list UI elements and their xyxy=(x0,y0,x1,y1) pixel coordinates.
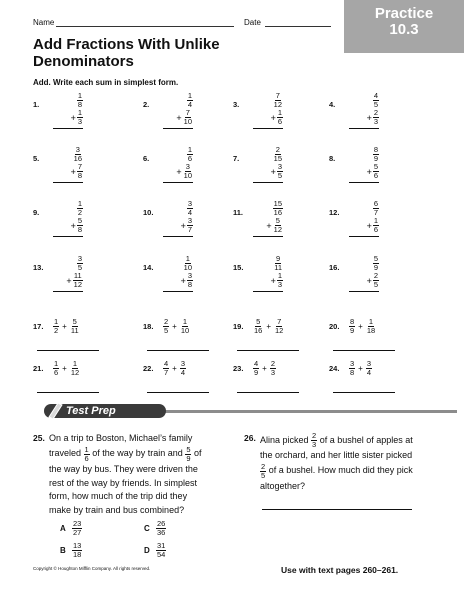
addend-2: $\frac{5}{8}$ xyxy=(77,216,82,234)
q25-line-1: On a trip to Boston, Michael’s family xyxy=(49,433,193,443)
q26-fraction-sister: $\frac{2}{5}$ xyxy=(261,461,266,480)
q26-line-2: the orchard, and her little sister picked xyxy=(260,450,413,460)
addend-2: $\frac{7}{12}$ xyxy=(275,317,284,335)
problem-18 xyxy=(143,318,190,335)
copyright: Copyright © Houghton Mifflin Company. All rights reserved. xyxy=(33,566,151,571)
addend-2: $\frac{5}{11}$ xyxy=(70,317,79,335)
badge-lesson-number: 10.3 xyxy=(389,21,419,38)
plus-sign: + xyxy=(366,275,372,286)
addend-1: $\frac{4}{9}$ xyxy=(254,359,259,377)
addend-2: $\frac{1}{3}$ xyxy=(277,271,282,289)
addend-1: $\frac{3}{16}$ xyxy=(73,145,82,163)
addend-1: $\frac{15}{16}$ xyxy=(273,199,282,217)
plus-sign: + xyxy=(62,364,67,373)
q25-line-6: make by train and bus combined? xyxy=(49,505,185,516)
problem-8 xyxy=(329,146,379,183)
addend-1: $\frac{1}{6}$ xyxy=(54,359,59,377)
answer-line[interactable] xyxy=(349,291,379,292)
problem-number: 16. xyxy=(329,263,340,272)
problem-1 xyxy=(33,92,83,129)
addend-1: $\frac{5}{9}$ xyxy=(373,254,378,272)
problem-2 xyxy=(143,92,193,129)
q26-line-1a: Alina picked xyxy=(260,434,309,445)
vertical-sum xyxy=(53,146,83,183)
addend-1: $\frac{1}{2}$ xyxy=(54,317,59,335)
addend-2: $\frac{5}{6}$ xyxy=(373,162,378,180)
vertical-sum xyxy=(163,255,193,292)
problem-number: 6. xyxy=(143,154,150,163)
answer-line[interactable] xyxy=(237,350,299,351)
choice-letter: C xyxy=(144,524,150,533)
title-line-1: Add Fractions With Unlike xyxy=(33,36,220,53)
title-line-2: Denominators xyxy=(33,53,134,70)
addend-1: $\frac{1}{8}$ xyxy=(77,91,82,109)
vertical-sum xyxy=(53,200,83,237)
plus-sign: + xyxy=(270,275,276,286)
instructions: Add. Write each sum in simplest form. xyxy=(33,78,179,87)
problem-number: 10. xyxy=(143,208,154,217)
answer-line[interactable] xyxy=(237,392,299,393)
problem-5 xyxy=(33,146,83,183)
addend-2: $\frac{1}{3}$ xyxy=(77,108,82,126)
plus-sign: + xyxy=(70,112,76,123)
addend-1: $\frac{4}{7}$ xyxy=(164,359,169,377)
problem-13 xyxy=(33,255,83,292)
choice-letter: D xyxy=(144,546,150,555)
q26-line-3b: of a bushel. How much did they pick xyxy=(268,465,413,476)
vertical-sum xyxy=(349,200,379,237)
answer-line[interactable] xyxy=(37,350,99,351)
vertical-sum xyxy=(53,255,83,292)
addend-2: $\frac{3}{5}$ xyxy=(277,162,282,180)
q25-number: 25. xyxy=(33,433,45,443)
problem-number: 22. xyxy=(143,364,154,373)
answer-line[interactable] xyxy=(349,182,379,183)
addend-1: $\frac{1}{2}$ xyxy=(77,199,82,217)
question-25 xyxy=(33,432,248,518)
plus-sign: + xyxy=(70,166,76,177)
problem-16 xyxy=(329,255,379,292)
answer-line[interactable] xyxy=(253,236,283,237)
addend-1: $\frac{6}{7}$ xyxy=(373,199,378,217)
addend-2: $\frac{1}{12}$ xyxy=(70,359,80,377)
problem-12 xyxy=(329,200,379,237)
addend-2: $\frac{3}{8}$ xyxy=(187,271,192,289)
problem-number: 23. xyxy=(233,364,244,373)
problem-number: 4. xyxy=(329,100,336,109)
plus-sign: + xyxy=(270,166,276,177)
problem-10 xyxy=(143,200,193,237)
problem-number: 5. xyxy=(33,154,40,163)
q26-line-4: altogether? xyxy=(260,480,306,491)
problem-17 xyxy=(33,318,80,335)
q25-line-4: rest of the way by friends. In simplest xyxy=(49,477,198,488)
problem-number: 18. xyxy=(143,322,154,331)
addend-1: $\frac{2}{15}$ xyxy=(273,145,282,163)
answer-line[interactable] xyxy=(53,182,83,183)
addend-2: $\frac{11}{12}$ xyxy=(73,271,82,289)
q26-number: 26. xyxy=(244,433,256,443)
plus-sign: + xyxy=(70,220,76,231)
plus-sign: + xyxy=(262,364,267,373)
answer-line[interactable] xyxy=(163,236,193,237)
problem-number: 15. xyxy=(233,263,244,272)
problem-number: 7. xyxy=(233,154,240,163)
answer-line[interactable] xyxy=(253,182,283,183)
problem-24 xyxy=(329,360,372,377)
answer-line[interactable] xyxy=(349,128,379,129)
q25-line-3: the way by bus. They were driven the xyxy=(49,463,198,474)
plus-sign: + xyxy=(358,322,363,331)
answer-line[interactable] xyxy=(163,182,193,183)
problem-number: 8. xyxy=(329,154,336,163)
q25-line-5: form, how much of the trip did they xyxy=(49,491,188,502)
name-line[interactable] xyxy=(56,17,234,27)
answer-line[interactable] xyxy=(163,128,193,129)
addend-1: $\frac{9}{11}$ xyxy=(274,254,282,272)
addend-2: $\frac{7}{8}$ xyxy=(77,162,82,180)
problem-6 xyxy=(143,146,193,183)
date-line[interactable] xyxy=(265,17,331,27)
problem-19 xyxy=(233,318,284,335)
choice-fraction: $\frac{26}{36}$ xyxy=(157,519,166,537)
plus-sign: + xyxy=(172,322,177,331)
practice-badge xyxy=(344,0,464,53)
test-prep-label: Test Prep xyxy=(66,405,116,417)
addend-1: $\frac{2}{5}$ xyxy=(164,317,169,335)
vertical-sum xyxy=(53,92,83,129)
plus-sign: + xyxy=(266,220,272,231)
problem-4 xyxy=(329,92,379,129)
choice-a[interactable] xyxy=(60,520,82,537)
problem-22 xyxy=(143,360,186,377)
q26-fraction-alina: $\frac{2}{3}$ xyxy=(312,431,317,449)
addend-2: $\frac{3}{7}$ xyxy=(187,216,192,234)
problem-15 xyxy=(233,255,283,292)
q25-line-2b: of the way by train and xyxy=(92,448,183,459)
vertical-sum xyxy=(253,146,283,183)
answer-line[interactable] xyxy=(253,291,283,292)
answer-line[interactable] xyxy=(53,128,83,129)
addend-2: $\frac{2}{5}$ xyxy=(373,271,378,289)
date-label: Date xyxy=(244,18,261,27)
addend-1: $\frac{1}{4}$ xyxy=(187,91,192,109)
addend-1: $\frac{8}{9}$ xyxy=(350,317,355,335)
addend-2: $\frac{1}{6}$ xyxy=(373,216,378,234)
problem-number: 17. xyxy=(33,322,44,331)
plus-sign: + xyxy=(358,364,363,373)
problem-number: 9. xyxy=(33,208,40,217)
addend-2: $\frac{3}{10}$ xyxy=(183,162,192,180)
pencil-icon xyxy=(46,400,64,420)
addend-1: $\frac{3}{8}$ xyxy=(350,359,355,377)
vertical-sum xyxy=(163,200,193,237)
choice-d[interactable] xyxy=(144,542,166,559)
answer-line[interactable] xyxy=(253,128,283,129)
q26-answer-line[interactable] xyxy=(262,509,412,510)
vertical-sum xyxy=(253,200,283,237)
answer-line[interactable] xyxy=(53,291,83,292)
q26-line-1b: of a bushel of apples at xyxy=(319,434,413,445)
text-pages-reference: Use with text pages 260–261. xyxy=(281,565,399,575)
plus-sign: + xyxy=(366,112,372,123)
choice-fraction: $\frac{31}{54}$ xyxy=(157,541,166,559)
vertical-sum xyxy=(349,255,379,292)
vertical-sum xyxy=(253,92,283,129)
plus-sign: + xyxy=(176,112,182,123)
addend-2: $\frac{7}{10}$ xyxy=(183,108,192,126)
plus-sign: + xyxy=(62,322,67,331)
vertical-sum xyxy=(349,146,379,183)
plus-sign: + xyxy=(366,166,372,177)
problem-number: 1. xyxy=(33,100,40,109)
answer-line[interactable] xyxy=(349,236,379,237)
badge-practice: Practice xyxy=(374,5,434,22)
answer-line[interactable] xyxy=(53,236,83,237)
vertical-sum xyxy=(253,255,283,292)
problem-number: 20. xyxy=(329,322,340,331)
answer-line[interactable] xyxy=(37,392,99,393)
plus-sign: + xyxy=(266,322,272,331)
plus-sign: + xyxy=(172,364,177,373)
vertical-sum xyxy=(163,146,193,183)
problem-number: 11. xyxy=(233,208,244,217)
plus-sign: + xyxy=(176,166,182,177)
problem-number: 14. xyxy=(143,263,154,272)
answer-line[interactable] xyxy=(147,350,209,351)
choice-b[interactable] xyxy=(60,542,82,559)
answer-line[interactable] xyxy=(163,291,193,292)
problem-number: 13. xyxy=(33,263,44,272)
problem-number: 3. xyxy=(233,100,240,109)
addend-1: $\frac{3}{5}$ xyxy=(77,254,82,272)
question-26 xyxy=(244,432,459,494)
addend-2: $\frac{5}{12}$ xyxy=(273,216,282,234)
addend-2: $\frac{3}{4}$ xyxy=(366,359,372,377)
addend-1: $\frac{5}{16}$ xyxy=(254,317,263,335)
addend-1: $\frac{7}{12}$ xyxy=(273,91,282,109)
problem-3 xyxy=(233,92,283,129)
answer-line[interactable] xyxy=(333,392,395,393)
answer-line[interactable] xyxy=(147,392,209,393)
plus-sign: + xyxy=(270,112,276,123)
page-title xyxy=(33,36,333,70)
addend-2: $\frac{2}{3}$ xyxy=(270,359,276,377)
choice-fraction: $\frac{13}{18}$ xyxy=(73,541,82,559)
addend-2: $\frac{1}{18}$ xyxy=(366,317,376,335)
problem-23 xyxy=(233,360,276,377)
q25-fraction-bus: $\frac{5}{9}$ xyxy=(186,444,191,463)
plus-sign: + xyxy=(366,220,372,231)
plus-sign: + xyxy=(180,220,186,231)
problem-11 xyxy=(233,200,283,237)
vertical-sum xyxy=(163,92,193,129)
addend-2: $\frac{3}{4}$ xyxy=(180,359,186,377)
addend-2: $\frac{2}{3}$ xyxy=(373,108,378,126)
problem-21 xyxy=(33,360,80,377)
addend-2: $\frac{1}{6}$ xyxy=(277,108,282,126)
problem-number: 19. xyxy=(233,322,244,331)
problem-number: 24. xyxy=(329,364,340,373)
q25-line-2c: of xyxy=(194,448,202,459)
choice-c[interactable] xyxy=(144,520,166,537)
choice-letter: A xyxy=(60,524,66,533)
addend-1: $\frac{1}{6}$ xyxy=(187,145,192,163)
answer-line[interactable] xyxy=(333,350,395,351)
addend-1: $\frac{1}{10}$ xyxy=(183,254,192,272)
problem-14 xyxy=(143,255,193,292)
problem-number: 2. xyxy=(143,100,150,109)
problem-number: 21. xyxy=(33,364,44,373)
addend-1: $\frac{8}{9}$ xyxy=(373,145,378,163)
q25-line-2a: traveled xyxy=(49,448,82,459)
problem-20 xyxy=(329,318,376,335)
choice-fraction: $\frac{23}{27}$ xyxy=(73,519,82,537)
vertical-sum xyxy=(349,92,379,129)
addend-1: $\frac{4}{5}$ xyxy=(373,91,378,109)
addend-1: $\frac{3}{4}$ xyxy=(187,199,192,217)
problem-number: 12. xyxy=(329,208,340,217)
problem-9 xyxy=(33,200,83,237)
plus-sign: + xyxy=(180,275,186,286)
problem-7 xyxy=(233,146,283,183)
choice-letter: B xyxy=(60,546,66,555)
q25-fraction-train: $\frac{1}{6}$ xyxy=(84,444,89,463)
addend-2: $\frac{1}{10}$ xyxy=(180,317,190,335)
plus-sign: + xyxy=(66,275,72,286)
name-label: Name xyxy=(33,18,55,27)
